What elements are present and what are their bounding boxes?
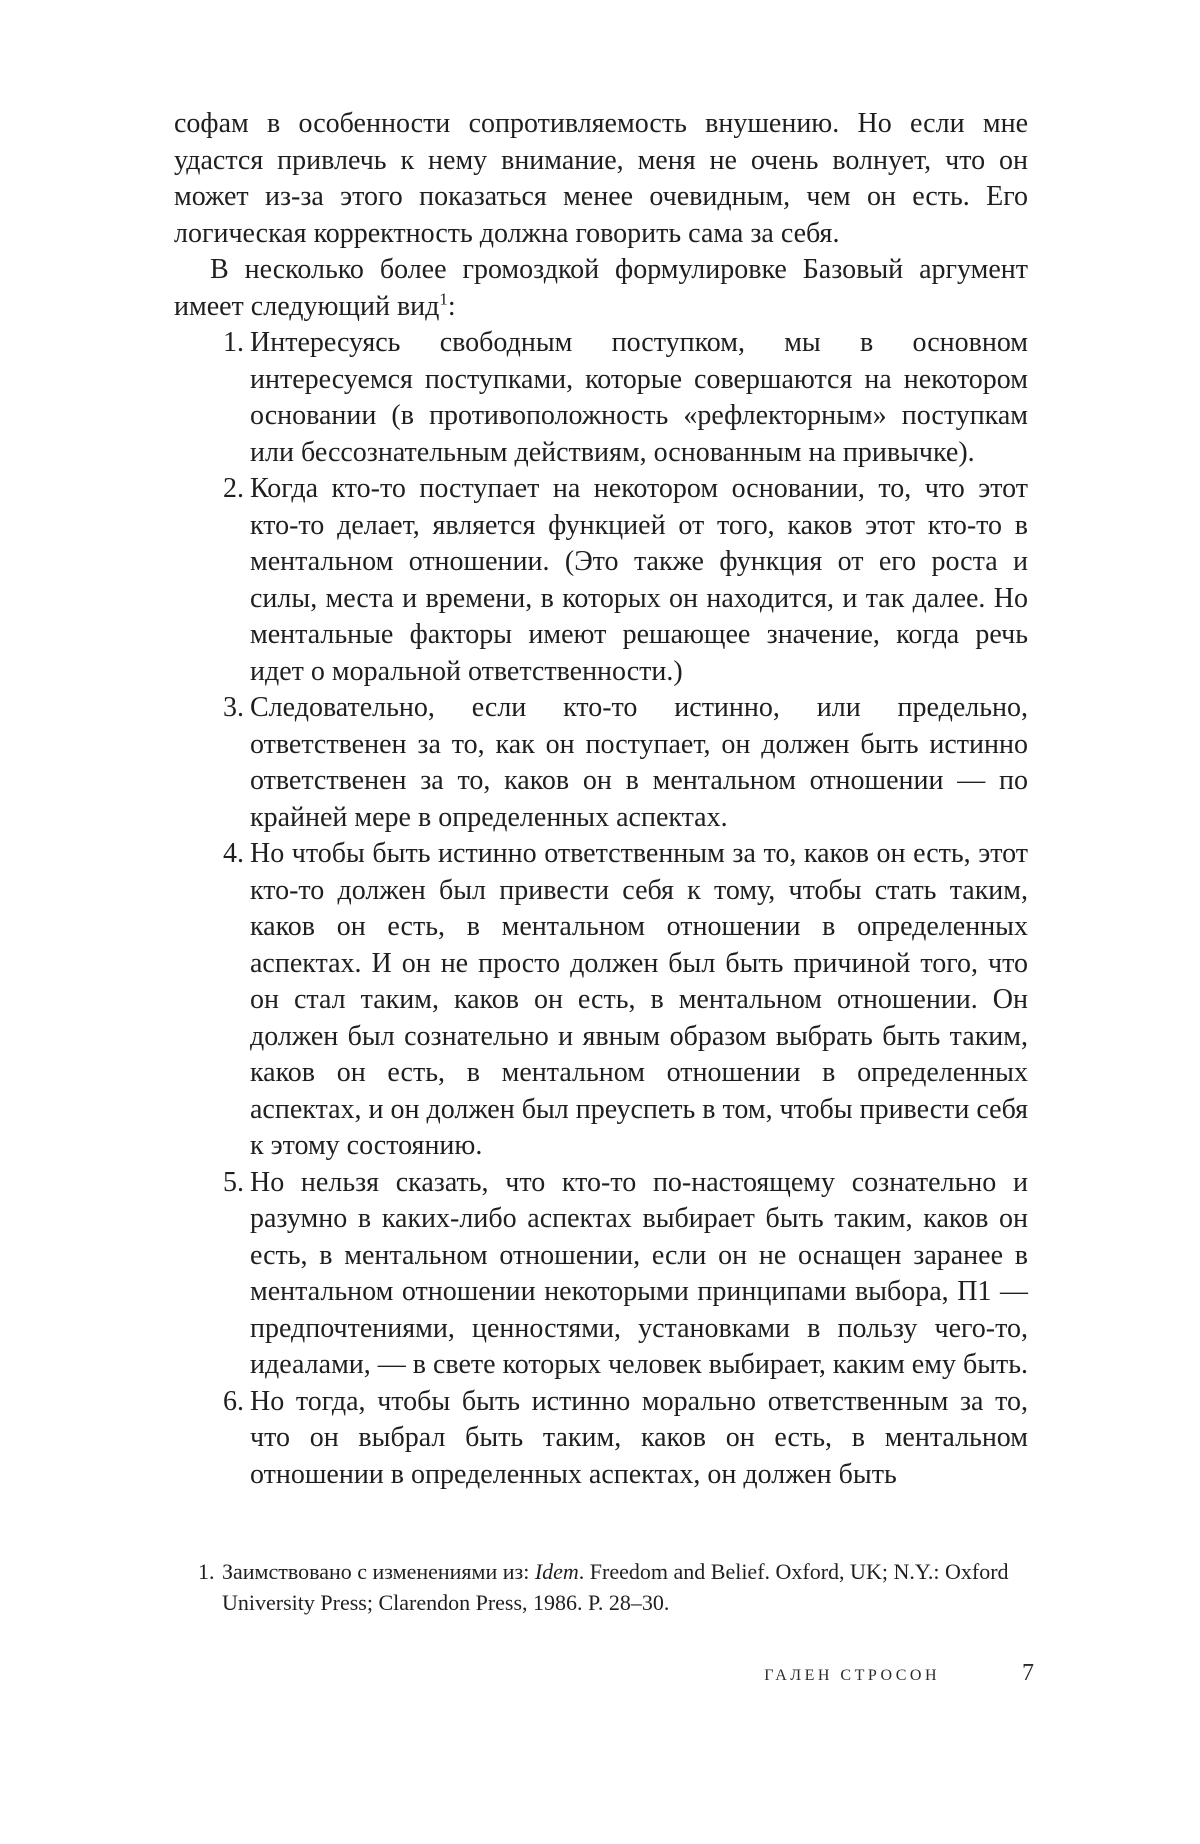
footnote-number: 1. (198, 1559, 215, 1584)
argument-step (223, 690, 1028, 836)
argument-step (223, 325, 1028, 471)
footnote-reference[interactable]: 1 (439, 289, 448, 309)
page-number: 7 (1022, 1660, 1034, 1686)
step-text: Когда кто-то поступает на некотором основании, то, что этот кто-то делает, является функцией от того, каков этот кто-то в ментальном отношении. (Это также функция от его роста и силы, места и времени, в которых он находится, и так далее. Но ментальные факторы имеют решающее значение, когда речь идет о моральной ответственности.) (250, 473, 1028, 687)
step-number: 6. (223, 1385, 244, 1417)
step-number: 2. (223, 473, 244, 504)
argument-step (223, 1384, 1028, 1494)
footnote-text-before: Заимствовано с изменениями из: (222, 1559, 535, 1584)
argument-step (223, 836, 1029, 1165)
main-text (174, 106, 1028, 1493)
footnote-text-italic: Idem (534, 1559, 579, 1584)
footnote-text-after: . Freedom and Belief. Oxford, UK; N.Y.: Oxford University Press; Clarendon Press, 1986. P. 28–30. (222, 1559, 1009, 1615)
argument-step (223, 1165, 1029, 1384)
paragraph-2-end: : (447, 290, 456, 322)
step-text: Но чтобы быть истинно ответственным за то, каков он есть, этот кто-то должен был привести себя к тому, чтобы стать таким, каков он есть, в ментальном отношении в определенных аспектах. И он не просто должен был быть причиной того, что он стал таким, каков он есть, в ментальном отношении. Он должен был сознательно и явным образом выбрать быть таким, каков он есть, в ментальном отношении в определенных аспектах, и он должен был преуспеть в том, чтобы привести себя к этому состоянию. (250, 838, 1029, 1161)
paragraph-2-text: В несколько более громоздкой формулировке Базовый аргумент имеет следующий вид (174, 254, 1028, 322)
footnote (198, 1556, 1028, 1618)
argument-list (174, 325, 1028, 1493)
paragraph-2 (174, 252, 1028, 325)
step-text: Но нельзя сказать, что кто-то по-настоящему сознательно и разумно в каких-либо аспектах выбирает быть таким, каков он есть, в ментальном отношении, если он не оснащен заранее в ментальном отношении некоторыми принципами выбора, П1 — предпочтениями, ценностями, установками в пользу чего-то, идеалами, — в свете которых человек выбирает, каким ему быть. (250, 1166, 1029, 1380)
step-text: Но тогда, чтобы быть истинно морально ответственным за то, что он выбрал быть таким, каков он есть, в ментальном отношении в определенных аспектах, он должен быть (250, 1385, 1028, 1490)
step-number: 4. (223, 838, 244, 869)
step-number: 3. (223, 692, 244, 723)
step-number: 1. (223, 327, 244, 358)
step-number: 5. (223, 1166, 244, 1198)
paragraph-1: софам в особенности сопротивляемость внушению. Но если мне удастся привлечь к нему внимание, меня не очень волнует, что он может из-за этого показаться менее очевидным, чем он есть. Его логическая корректность должна говорить сама за себя. (174, 108, 1028, 249)
argument-step (223, 471, 1028, 690)
running-footer-author: ГАЛЕН СТРОСОН (764, 1667, 940, 1684)
step-text: Следовательно, если кто-то истинно, или предельно, ответственен за то, как он поступает, он должен быть истинно ответственен за то, каков он в ментальном отношении — по крайней мере в определенных аспектах. (250, 692, 1028, 833)
step-text: Интересуясь свободным поступком, мы в основном интересуемся поступками, которые совершаются на некотором основании (в противоположность «рефлекторным» поступкам или бессознательным действиям, основанным на привычке). (250, 327, 1028, 468)
